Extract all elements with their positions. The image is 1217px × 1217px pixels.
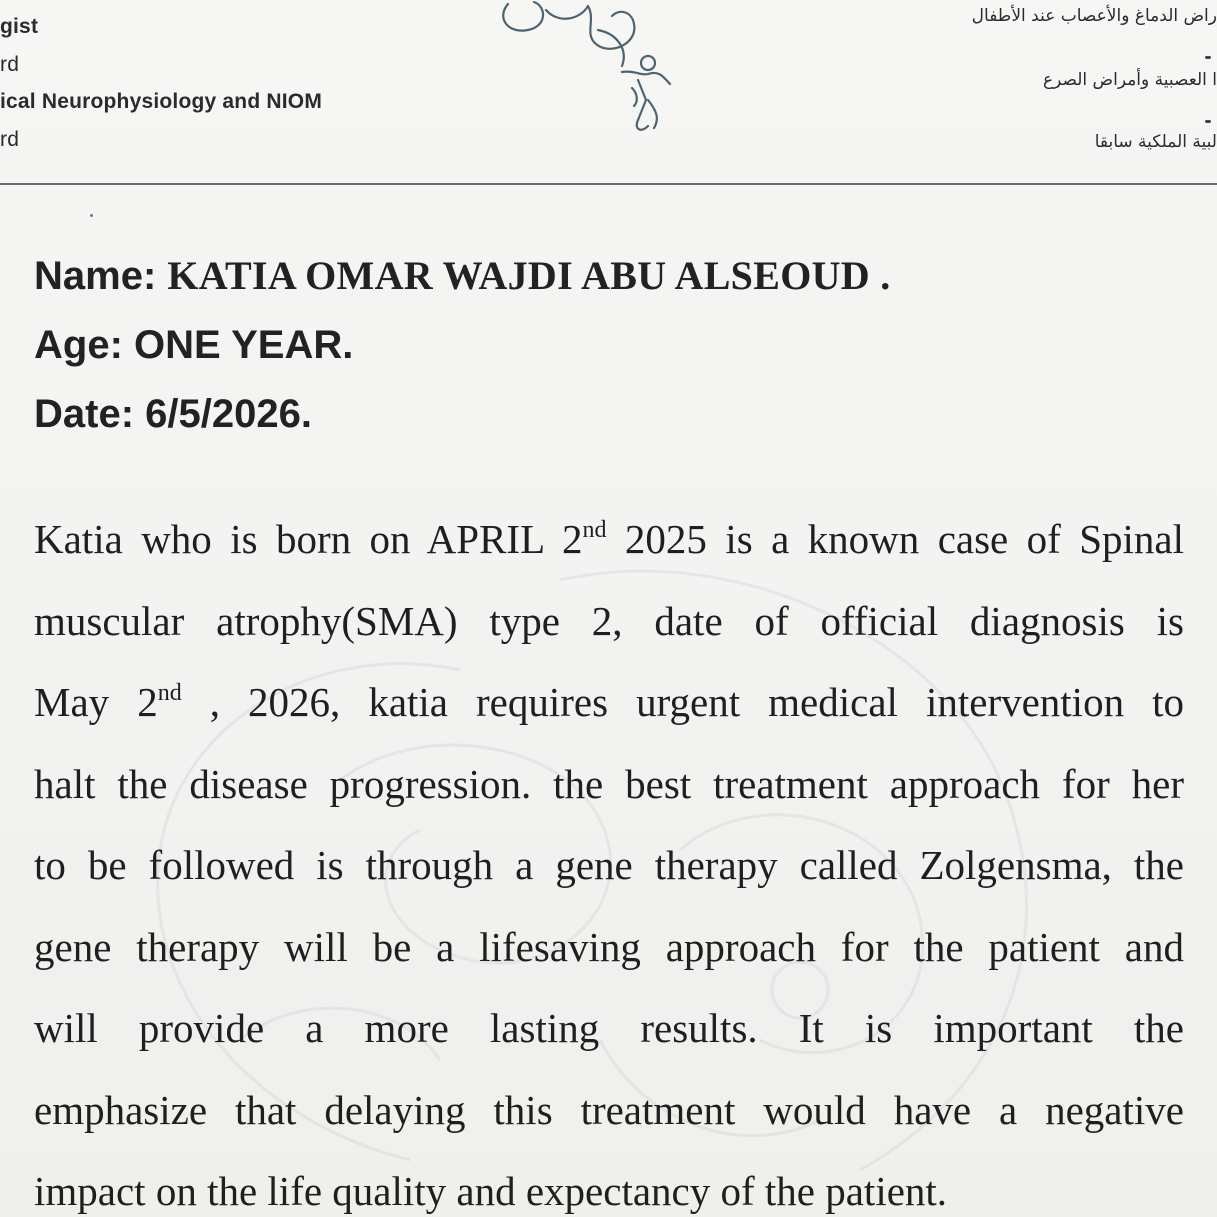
body-line: muscular atrophy(SMA) type 2, date of official diagnosis is xyxy=(34,597,1184,644)
header-divider xyxy=(0,183,1217,185)
letterhead-right-line: ا العصبية وأمراض الصرع xyxy=(1042,70,1217,90)
date-label: Date: xyxy=(34,392,135,436)
child-brain-logo-icon xyxy=(488,0,688,140)
body-line: gene therapy will be a lifesaving approach for the patient and xyxy=(34,923,1184,970)
report-date-row xyxy=(34,386,891,455)
body-line: halt the disease progression. the best treatment approach for her xyxy=(34,760,1184,807)
letterhead-right xyxy=(797,4,1217,164)
body-line: will provide a more lasting results. It is important the xyxy=(34,1005,1184,1051)
report-body xyxy=(34,507,1184,1217)
letterhead-right-fragment xyxy=(1205,56,1211,59)
patient-name: KATIA OMAR WAJDI ABU ALSEOUD . xyxy=(167,253,891,298)
patient-age-row xyxy=(34,317,891,386)
patient-info xyxy=(34,248,891,455)
age-label: Age: xyxy=(34,323,123,367)
ordinal-suffix: nd xyxy=(582,517,607,543)
letterhead-right-line: راض الدماغ والأعصاب عند الأطفال xyxy=(971,6,1217,26)
body-line: emphasize that delaying this treatment would have a negative xyxy=(34,1086,1184,1133)
name-label: Name: xyxy=(34,254,157,298)
body-line: impact on the life quality and expectancy of the patient. xyxy=(34,1168,948,1214)
patient-age: ONE YEAR. xyxy=(134,323,354,367)
ordinal-suffix: nd xyxy=(157,680,182,706)
report-date: 6/5/2026. xyxy=(145,392,312,436)
letterhead-left xyxy=(0,8,322,158)
body-text: 2025 is a known case of Spinal xyxy=(606,516,1184,562)
body-line xyxy=(34,507,1184,589)
speck xyxy=(90,214,93,217)
body-line xyxy=(34,670,1184,752)
letterhead-left-line: rd xyxy=(0,127,20,151)
letterhead-right-fragment xyxy=(1205,120,1211,123)
body-text: May 2 xyxy=(34,679,158,725)
letterhead-left-line: ical Neurophysiology and NIOM xyxy=(0,90,323,113)
patient-name-row xyxy=(34,248,891,317)
body-line: to be followed is through a gene therapy called Zolgensma, the xyxy=(34,842,1184,888)
body-text: , 2026, katia requires urgent medical intervention to xyxy=(181,679,1185,725)
letterhead-left-line: gist xyxy=(0,15,39,38)
letterhead-left-line: rd xyxy=(0,52,20,76)
letterhead-right-line: لبية الملكية سابقا xyxy=(1094,132,1217,152)
body-text: Katia who is born on APRIL 2 xyxy=(34,516,583,562)
